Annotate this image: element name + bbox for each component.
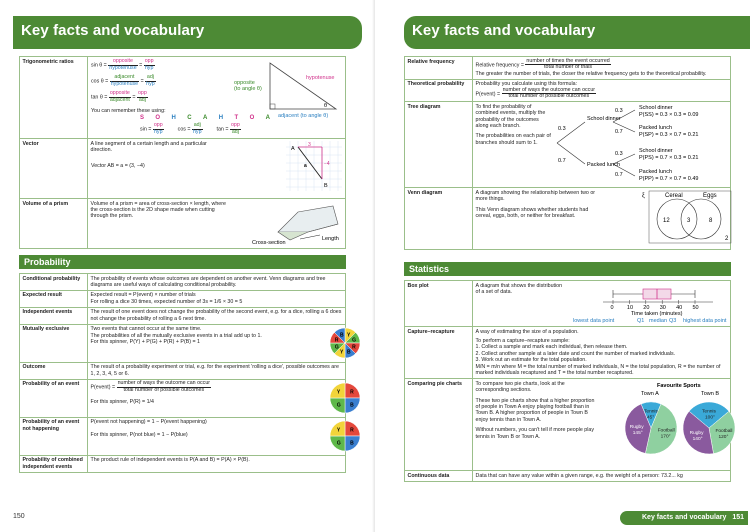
spinner2-sector-label: R	[350, 389, 354, 396]
spinner3-sector-label: B	[350, 440, 354, 447]
prob-row-combined: Probability of combined independent events The product rule of independent events is P(A and B) = P(A) × P(B).	[20, 455, 346, 472]
box-axis-tick-label: 30	[659, 305, 666, 311]
svg-text:θ: θ	[324, 103, 328, 109]
pie-town-b-slice-label: Football	[715, 429, 733, 435]
svg-text:lowest data point: lowest data point	[573, 318, 615, 324]
tan-formula: tan θ = $\frac{\text{opposite}}{\text{adjacent}}$ = $\frac{\text{opp}}{\text{adj}}$	[91, 90, 147, 103]
prob-row-outcome: Outcome The result of a probability experiment or trial, e.g. for the experiment 'rolling a dice', possible outcomes are 1, 2, 3, 4, 5 or 6.	[20, 362, 346, 379]
spinner1-sector-label: Y	[339, 349, 344, 356]
svg-text:P(SP) = 0.3 × 0.7 = 0.21: P(SP) = 0.3 × 0.7 = 0.21	[639, 132, 699, 139]
tree-diagram	[555, 102, 735, 184]
spinner1-sector-label: B	[339, 332, 344, 339]
relative-frequency-row: Relative frequency Relative frequency = $\frac{\text{number of times the event occurred}}{\text{total number of trials}}$ The greater the number of trials, the closer the relative frequency gets to the theoretical probability.	[405, 57, 731, 80]
footer-tab: Key facts and vocabulary 151	[620, 511, 748, 525]
spinner1-sector-label: G	[352, 337, 356, 344]
svg-text:opposite: opposite	[234, 80, 255, 86]
svg-text:3: 3	[308, 142, 311, 148]
svg-text:School dinner: School dinner	[639, 105, 673, 112]
svg-text:a: a	[304, 163, 307, 169]
spinner3-sector-label: Y	[336, 427, 341, 434]
svg-text:highest data point: highest data point	[683, 318, 727, 324]
prism-diagram	[238, 202, 348, 246]
pie-town-a-slice-label: Football	[657, 428, 675, 434]
pie-town-a-slice-value: 45°	[647, 415, 655, 421]
prob-row-independent: Independent events The result of one event does not change the probability of the second event, e.g. for a dice, rolling a 6 does not change the probability of rolling a 6 next time.	[20, 307, 346, 324]
prism-row	[20, 199, 346, 249]
spinner1-sector-label: R	[352, 344, 356, 351]
svg-text:hypotenuse: hypotenuse	[306, 75, 335, 81]
vector-formula: Vector AB = a = (3, −4)	[91, 163, 145, 169]
sohcahtoa-fractions: sin = $\frac{\text{opp}}{\text{hyp}}$ cos = $\frac{\text{adj}}{\text{hyp}}$ tan = $\frac{\text{opp}}{\text{adj}}$	[140, 122, 240, 135]
svg-text:Packed lunch: Packed lunch	[639, 125, 673, 132]
favourite-sports-pie-charts	[621, 380, 737, 466]
svg-text:8: 8	[709, 218, 713, 225]
svg-text:School dinner: School dinner	[639, 148, 673, 155]
pie-town-b-slice-label: Tennis	[702, 409, 716, 415]
svg-text:3: 3	[687, 218, 691, 225]
vector-text: A line segment of a certain length and a particular direction.	[90, 140, 207, 153]
svg-text:Town B: Town B	[701, 391, 720, 398]
svg-text:School dinner: School dinner	[587, 116, 621, 123]
capture-recapture-row: Capture–recapture A way of estimating the size of a population. To perform a capture–recapture sample: 1. Collect a sample and mark each individual, then release them. 2. Collect another sample at a later date and count the number of marked individuals. 3. Work out an estimate for the total population. M/N = m/n where M = the total number of marked individuals, N = the total population, R = the number of marked individuals recaptured and T = the total number recaptured.	[405, 327, 731, 379]
svg-text:adjacent (to angle θ): adjacent (to angle θ)	[278, 113, 329, 119]
svg-text:0.3: 0.3	[615, 108, 623, 115]
svg-text:−4: −4	[324, 161, 330, 167]
prob-row-expected: Expected result Expected result = P(event) × number of trials For rolling a dice 30 times, expected number of 3s = 1/6 × 30 = 5	[20, 290, 346, 307]
svg-text:(to angle θ): (to angle θ)	[234, 86, 262, 92]
svg-text:P(PP) = 0.7 × 0.7 = 0.49: P(PP) = 0.7 × 0.7 = 0.49	[639, 176, 699, 183]
left-title-banner	[13, 16, 362, 49]
left-title: Key facts and vocabulary	[21, 22, 205, 39]
right-page-number: 151	[732, 514, 744, 521]
svg-text:0.7: 0.7	[615, 172, 623, 179]
tree-diagram-row: Tree diagram To find the probability of combined events, multiply the probability of the outcomes along each branch. The probabilities on each pair of branches should sum to 1. 0.3 0.7 0.3 0.7 0.3 0.7 School dinner Packed lunch School dinner P(SS) = 0.3 × 0.3 = 0.09 Packed lunch P(SP) = 0.3 × 0.7 = 0.21 School dinner P(PS) = 0.7 × 0.3 = 0.21 Packed lunch P(PP) = 0.7 × 0.7 = 0.49	[405, 102, 731, 188]
spinner-four-sections	[328, 381, 362, 415]
svg-text:12: 12	[663, 218, 670, 225]
spinner-eight-sections	[328, 326, 362, 360]
trig-row	[20, 57, 346, 139]
svg-text:Favourite Sports: Favourite Sports	[657, 383, 701, 390]
pie-town-b-slice-value: 140°	[692, 437, 703, 443]
svg-text:P(SS) = 0.3 × 0.3 = 0.09: P(SS) = 0.3 × 0.3 = 0.09	[639, 112, 699, 119]
sohcahtoa: S O H C A H T O A	[140, 115, 270, 121]
remember-text: You can remember these using:	[91, 108, 166, 114]
right-title: Key facts and vocabulary	[412, 22, 596, 39]
continuous-data-row: Continuous data Data that can have any value within a given range, e.g. the weight of a person: 73.2... kg	[405, 471, 731, 481]
svg-text:A: A	[291, 146, 295, 152]
spinner1-sector-label: R	[334, 337, 339, 344]
pie-town-a-slice-label: Tennis	[644, 409, 658, 415]
svg-text:Packed lunch: Packed lunch	[639, 169, 673, 176]
pie-town-b-slice-value: 120°	[718, 435, 729, 441]
svg-text:Time taken (minutes): Time taken (minutes)	[631, 311, 683, 317]
spinner1-sector-label: B	[347, 349, 351, 356]
probability-table	[19, 273, 356, 473]
svg-text:Town A: Town A	[641, 391, 659, 398]
prob-row-not-happening: Probability of an event not happening P(event not happening) = 1 − P(event happening) For this spinner, P(not blue) = 1 − P(blue) R B G Y	[20, 417, 346, 455]
svg-text:Q3: Q3	[669, 318, 677, 324]
svg-text:0.3: 0.3	[615, 151, 623, 158]
box-axis-tick-label: 50	[692, 305, 699, 311]
spinner2-sector-label: Y	[336, 389, 341, 396]
pie-town-a-slice-label: Rugby	[629, 425, 644, 431]
spinner2-sector-label: B	[350, 402, 354, 409]
right-table-top	[404, 56, 731, 250]
spinner3-sector-label: G	[336, 440, 341, 447]
svg-text:0.7: 0.7	[615, 129, 623, 136]
svg-text:Cross-section: Cross-section	[252, 240, 286, 246]
venn-diagram	[641, 189, 733, 245]
vector-grid	[286, 141, 346, 193]
venn-diagram-row: Venn diagram A diagram showing the relationship between two or more things. This Venn diagram shows whether students had cereal, eggs, both, or neither for breakfast. ξ Cereal Eggs 12 3 8 2	[405, 188, 731, 250]
svg-text:2: 2	[725, 236, 729, 243]
pie-town-a-slice-value: 145°	[632, 431, 643, 437]
left-page-number: 150	[13, 513, 25, 521]
vector-label: Vector	[20, 139, 88, 199]
right-title-banner	[404, 16, 750, 49]
probability-heading: Probability	[19, 255, 346, 269]
theoretical-probability-row: Theoretical probability Probability you calculate using this formula: P(event) = $\frac{\text{number of ways the outcome can occur}}{\text{total number of possible outcomes}}$	[405, 79, 731, 102]
svg-text:Cereal: Cereal	[665, 193, 683, 200]
prob-row-conditional: Conditional probability The probability of events whose outcomes are dependent on another event. Venn diagrams and tree diagrams are useful ways of calculating conditional probability.	[20, 274, 346, 291]
svg-text:0.7: 0.7	[558, 158, 566, 165]
box-plot-row: Box plot A diagram that shows the distribution of a set of data. 0 10 20 30 40 50 Time taken (minutes) lowest data point Q1 median Q3 highest data point	[405, 281, 731, 327]
prob-row-mutually-exclusive: Mutually exclusive Two events that cannot occur at the same time. The probabilities of all the mutually exclusive events in a trial add up to 1. For this spinner, P(Y) + P(G) + P(R) + P(B) = 1 Y G R B Y G R B	[20, 324, 346, 362]
svg-text:Packed lunch: Packed lunch	[587, 162, 621, 169]
spinner-four-sections-2	[328, 419, 362, 453]
svg-text:Q1: Q1	[637, 318, 645, 324]
svg-text:0.3: 0.3	[558, 126, 566, 133]
vector-row	[20, 139, 346, 199]
prob-row-event: Probability of an event P(event) = $\frac{\text{number of ways the outcome can occur}}{\text{total number of possible outcomes}}$ For this spinner, P(R) = 1/4 R B G Y	[20, 379, 346, 417]
spinner1-sector-label: Y	[347, 332, 351, 339]
statistics-heading: Statistics	[404, 262, 731, 276]
right-page	[375, 0, 750, 532]
spinner2-sector-label: G	[336, 402, 341, 409]
box-axis-tick-label: 10	[626, 305, 634, 311]
right-triangle-diagram	[228, 59, 348, 119]
box-axis-tick-label: 20	[643, 305, 650, 311]
spinner1-sector-label: G	[334, 344, 339, 351]
statistics-table	[404, 280, 731, 482]
box-plot	[573, 282, 735, 324]
trig-label: Trigonometric ratios	[20, 57, 88, 139]
svg-text:median: median	[649, 318, 668, 324]
comparing-pie-charts-row: Comparing pie charts To compare two pie charts, look at the corresponding sections. These two pie charts show that a higher proportion of people in Town A enjoy playing football than in Town B. A higher proportion of people in Town B enjoy tennis than in Town A. Without numbers, you can't tell if more people play tennis in Town B or Town A. Favourite Sports Town A Town B Tennis 45° Football 170° Rugby 145° Tennis 100° Football 120° Rugby 140°	[405, 379, 731, 471]
svg-text:P(PS) = 0.7 × 0.3 = 0.21: P(PS) = 0.7 × 0.3 = 0.21	[639, 155, 699, 162]
svg-text:ξ: ξ	[642, 193, 645, 200]
prism-label: Volume of a prism	[20, 199, 88, 249]
box-axis-tick-label: 40	[676, 305, 683, 311]
svg-text:B: B	[324, 183, 328, 189]
svg-text:Eggs: Eggs	[703, 193, 717, 200]
pie-town-a-slice-value: 170°	[660, 434, 671, 440]
cos-formula: cos θ = $\frac{\text{adjacent}}{\text{hypotenuse}}$ = $\frac{\text{adj}}{\text{hyp}}$	[91, 74, 155, 87]
pie-town-b-slice-label: Rugby	[689, 431, 704, 437]
pie-town-b-slice-value: 100°	[705, 415, 715, 421]
key-facts-table-top	[19, 56, 346, 249]
svg-text:Length: Length	[322, 236, 339, 242]
box-axis-tick-label: 0	[610, 305, 614, 311]
prism-text: Volume of a prism = area of cross-section × length, where the cross-section is the 2D shape made when cutting through the prism.	[90, 200, 226, 220]
sin-formula: sin θ = $\frac{\text{opposite}}{\text{hypotenuse}}$ = $\frac{\text{opp}}{\text{hyp}}$	[91, 58, 154, 71]
spinner3-sector-label: R	[350, 427, 354, 434]
